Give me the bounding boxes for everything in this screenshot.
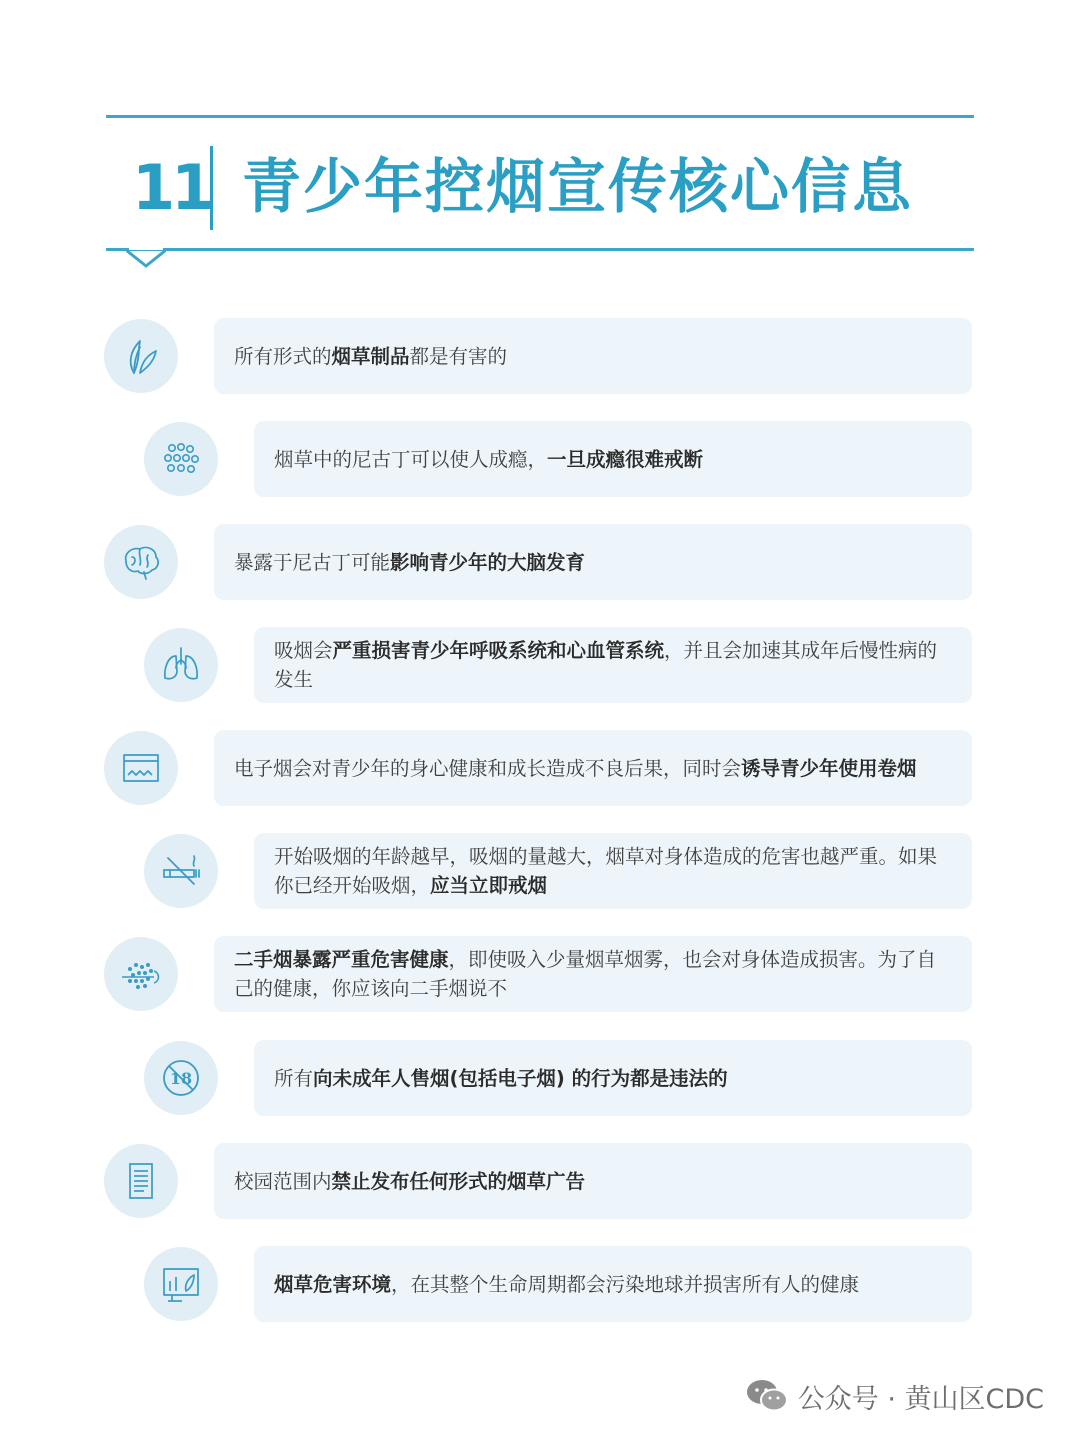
section-number: 11 — [132, 151, 211, 224]
message-card — [214, 524, 972, 600]
list-item — [144, 421, 972, 497]
secondhand-smoke-icon — [104, 937, 178, 1011]
message-text — [214, 342, 527, 371]
message-text-segment: 校园范围内 — [234, 1169, 332, 1193]
emphasis-text: 禁止发布任何形式的烟草广告 — [331, 1169, 586, 1193]
watermark-text: 公众号 · 黄山区CDC — [797, 1383, 1044, 1415]
message-text-segment: 所有形式的 — [234, 344, 332, 368]
message-card — [214, 1143, 972, 1219]
message-card — [254, 1040, 972, 1116]
document-icon — [104, 1144, 178, 1218]
list-item — [104, 318, 972, 394]
tobacco-leaf-icon — [104, 319, 178, 393]
title-divider — [210, 146, 213, 230]
emphasis-text: 应当立即戒烟 — [430, 874, 548, 897]
message-card — [254, 627, 972, 703]
emphasis-text: 烟草危害环境 — [274, 1272, 392, 1296]
wechat-icon — [746, 1379, 788, 1413]
header-top-rule — [106, 115, 974, 118]
list-item — [144, 833, 972, 909]
list-item — [104, 1143, 972, 1219]
brain-icon — [104, 525, 178, 599]
message-text — [214, 1167, 605, 1196]
lungs-icon — [144, 628, 218, 702]
message-text — [214, 548, 605, 577]
message-text-segment: 都是有害的 — [409, 344, 508, 368]
emphasis-text: 烟草制品 — [331, 344, 410, 368]
list-item — [144, 1040, 972, 1116]
message-card — [214, 936, 972, 1012]
e-cigarette-box-icon — [104, 731, 178, 805]
emphasis-text: 一旦成瘾很难戒断 — [547, 447, 704, 471]
environment-chart-icon — [144, 1247, 218, 1321]
wechat-watermark — [746, 1374, 1044, 1418]
message-text-segment: 电子烟会对青少年的身心健康和成长造成不良后果，同时会 — [234, 756, 742, 780]
message-text-segment: ，即使吸入少量烟草烟雾，也会对身体造成损害。为了自己的健康，你应该向二手烟说不 — [234, 948, 937, 1000]
message-text-segment: 开始吸烟的年龄越早，吸烟的量越大，烟草对身体造成的危害也越严重。如果你已经开始吸烟， — [274, 845, 938, 897]
message-text — [214, 754, 937, 783]
message-text-segment: ，在其整个生命周期都会污染地球并损害所有人的健康 — [391, 1272, 860, 1296]
emphasis-text: 影响青少年的大脑发育 — [390, 550, 586, 574]
under-18-label: 18 — [169, 1069, 193, 1088]
message-text — [254, 1270, 879, 1299]
message-text-segment: 所有 — [274, 1066, 314, 1090]
message-text-segment: 吸烟会 — [274, 639, 333, 662]
list-item — [104, 524, 972, 600]
under-18-prohibited-icon — [144, 1041, 218, 1115]
emphasis-text: 诱导青少年使用卷烟 — [741, 756, 917, 780]
message-card — [254, 833, 972, 909]
header-bottom-rule — [106, 248, 974, 251]
list-item — [144, 1246, 972, 1322]
message-card — [254, 1246, 972, 1322]
nicotine-molecules-icon — [144, 422, 218, 496]
message-text — [254, 445, 723, 474]
list-item — [104, 936, 972, 1012]
list-item — [104, 730, 972, 806]
message-text — [254, 1064, 748, 1093]
message-text-segment: ，并且会加速其成年后慢性病的发生 — [274, 639, 938, 691]
emphasis-text: 向未成年人售烟(包括电子烟) 的行为都是违法的 — [313, 1066, 728, 1090]
list-item — [144, 627, 972, 703]
emphasis-text: 二手烟暴露严重危害健康 — [234, 948, 449, 971]
no-smoking-icon — [144, 834, 218, 908]
message-text-segment: 烟草中的尼古丁可以使人成瘾， — [274, 447, 548, 471]
message-text-segment: 暴露于尼古丁可能 — [234, 550, 391, 574]
message-card — [214, 318, 972, 394]
emphasis-text: 严重损害青少年呼吸系统和心血管系统 — [332, 639, 665, 662]
header-notch — [126, 248, 166, 270]
message-text — [214, 945, 972, 1003]
message-card — [254, 421, 972, 497]
message-card — [214, 730, 972, 806]
message-text — [254, 636, 972, 694]
message-text — [254, 842, 972, 900]
page-title: 青少年控烟宣传核心信息 — [242, 152, 914, 221]
